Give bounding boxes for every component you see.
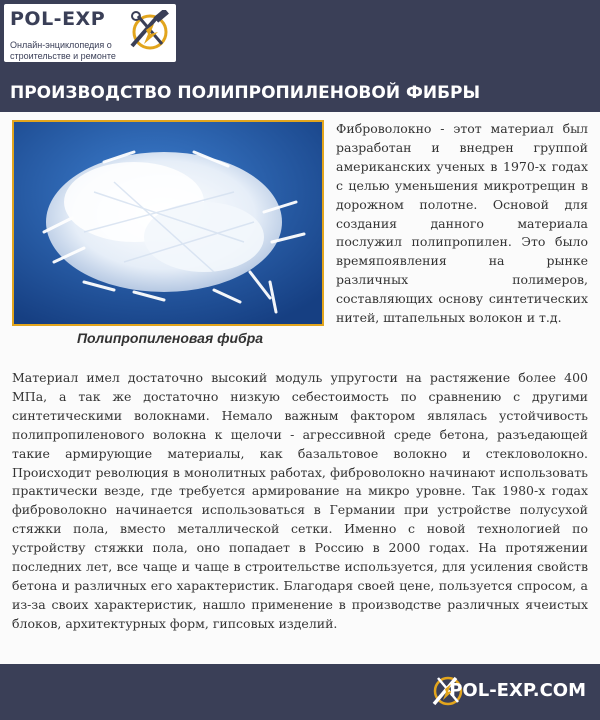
- footer-brand[interactable]: POL-EXP.COM: [449, 680, 586, 701]
- logo-title: POL-EXP: [10, 8, 106, 30]
- image-caption: Полипропиленовая фибра: [76, 330, 264, 346]
- fiber-photo: [12, 120, 324, 326]
- page-title: ПРОИЗВОДСТВО ПОЛИПРОПИЛЕНОВОЙ ФИБРЫ: [10, 83, 481, 103]
- fiber-illustration: [14, 122, 322, 324]
- logo[interactable]: [4, 4, 176, 72]
- title-bar: [0, 76, 490, 110]
- article-body: [0, 112, 600, 664]
- logo-subtitle: Онлайн-энциклопедия о строительстве и ремонте пола: [10, 40, 116, 72]
- intro-paragraph: Фиброволокно - этот материал был разработан и внедрен группой американских ученых в 1970-х годах с целью уменьшения микротрещин в дорожном полотне. Основой для создания данного материала послужил полипропилен. Это было времяпоявления на рынке различных полимеров, составляющих основу синтетических нитей, штапельных волокон и т.д.: [336, 121, 588, 326]
- main-paragraph: Материал имел достаточно высокий модуль упругости на растяжение более 400 МПа, а так же достаточно низкую себестоимость по сравнению с другими синтетическими волокнами. Немало важным фактором являлась устойчивость полипропиленового волокна к щелочи - агрессивной среде бетона, разъедающей такие армирующие материалы, как базальтовое волокно и стекловолокно. Происходит революция в монолитных работах, фиброволокно начинают использовать практически везде, где требуется армирование на микро уровне. Так 1980-х годах фиброволокно начинается использоваться в Германии при устройстве полусухой стяжки пола, вместо металлической сетки. Именно с новой технологией по устройству стяжки пола, оно попадает в Россию в 2000 годах. На протяжении последних лет, все чаще и чаще в строительстве используется, для усиления свойств бетона и различных его характеристик. Благодаря своей цене, пользуется спросом, а из-за своих характеристик, нашло применение в производстве различных ячеистых блоков, архитектурных форм, гипсовых изделий.: [12, 370, 588, 631]
- tools-icon: [124, 10, 176, 55]
- footer: [0, 664, 600, 720]
- header: [0, 0, 600, 72]
